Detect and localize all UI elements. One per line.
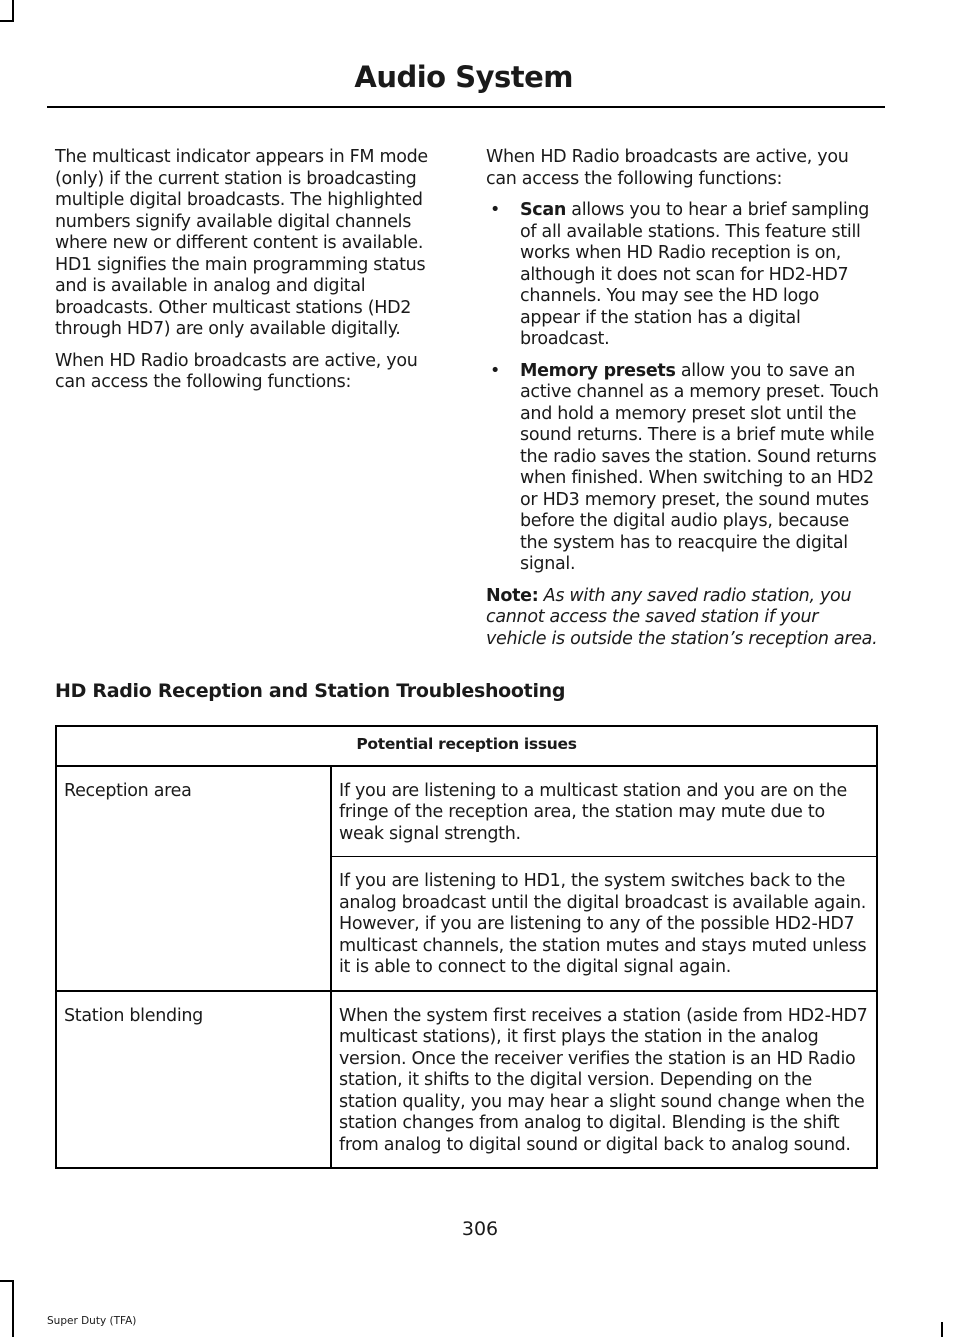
crop-mark-bottom-left-horizontal [0, 1280, 14, 1282]
table-cell-description: When the system first receives a station (aside from HD2-HD7 multicast stations), it first plays the station in the analog version. Once the receiver verifies the station is an HD Radio station, it shifts to the digital version. Depending on the station quality, you may hear a slight sound change when the station changes from analog to digital. Blending is the shift from analog to digital sound or digital back to analog sound. [331, 991, 877, 1169]
list-item [486, 361, 881, 576]
table-cell-label: Reception area [56, 766, 331, 991]
scan-term: Scan [520, 200, 567, 220]
crop-mark-bottom-right-vertical [941, 1322, 943, 1337]
table-cell-label: Station blending [56, 991, 331, 1169]
page-number: 306 [461, 1218, 499, 1240]
left-column [55, 147, 450, 404]
footer-model-label: Super Duty (TFA) [47, 1315, 137, 1327]
table-row [56, 991, 877, 1169]
note [486, 586, 881, 651]
page-header-title: Audio System [354, 60, 573, 94]
functions-list [486, 200, 881, 576]
table-header-row [56, 726, 877, 766]
scan-description: allows you to hear a brief sampling of all available stations. This feature still works when HD Radio reception is on, although it does not scan for HD2-HD7 channels. You may see the HD logo appear if the station has a digital broadcast. [520, 200, 870, 349]
crop-mark-top-left-horizontal [0, 20, 14, 22]
section-heading: HD Radio Reception and Station Troubleshooting [55, 680, 566, 702]
functions-intro-paragraph: When HD Radio broadcasts are active, you can access the following functions: [55, 350, 418, 392]
crop-mark-bottom-left-vertical [12, 1280, 14, 1337]
header-rule [47, 106, 885, 108]
table-caption: Potential reception issues [56, 726, 877, 766]
crop-mark-top-left-vertical [12, 0, 14, 22]
memory-presets-description: allow you to save an active channel as a memory preset. Touch and hold a memory preset slot until the sound returns. There is a brief mute while the radio saves the station. Sound returns when finished. When switching to an HD2 or HD3 memory preset, the sound mutes before the digital audio plays, because the system has to reacquire the digital signal. [520, 360, 879, 574]
note-label: Note: [486, 585, 539, 606]
multicast-paragraph: The multicast indicator appears in FM mode (only) if the current station is broadcasting multiple digital broadcasts. The highlighted numbers signify available digital channels where new or different content is available. HD1 signifies the main programming status and is available in analog and digital broadcasts. Other multicast stations (HD2 through HD7) are only available digitally. [55, 147, 428, 339]
right-column [486, 147, 881, 660]
note-text: As with any saved radio station, you cannot access the saved station if your vehicle is outside the station’s reception area. [486, 585, 878, 649]
table-cell-description: If you are listening to HD1, the system switches back to the analog broadcast until the digital broadcast is available again. However, if you are listening to any of the possible HD2-HD7 multicast channels, the station mutes and stays muted unless it is able to connect to the digital signal again. [331, 857, 877, 991]
functions-intro-paragraph-right: When HD Radio broadcasts are active, you can access the following functions: [486, 147, 849, 189]
list-item [486, 200, 881, 351]
reception-issues-table [55, 725, 878, 1169]
memory-presets-term: Memory presets [520, 360, 676, 381]
table-row [56, 766, 877, 857]
table-cell-description: If you are listening to a multicast station and you are on the fringe of the reception area, the station may mute due to weak signal strength. [331, 766, 877, 857]
